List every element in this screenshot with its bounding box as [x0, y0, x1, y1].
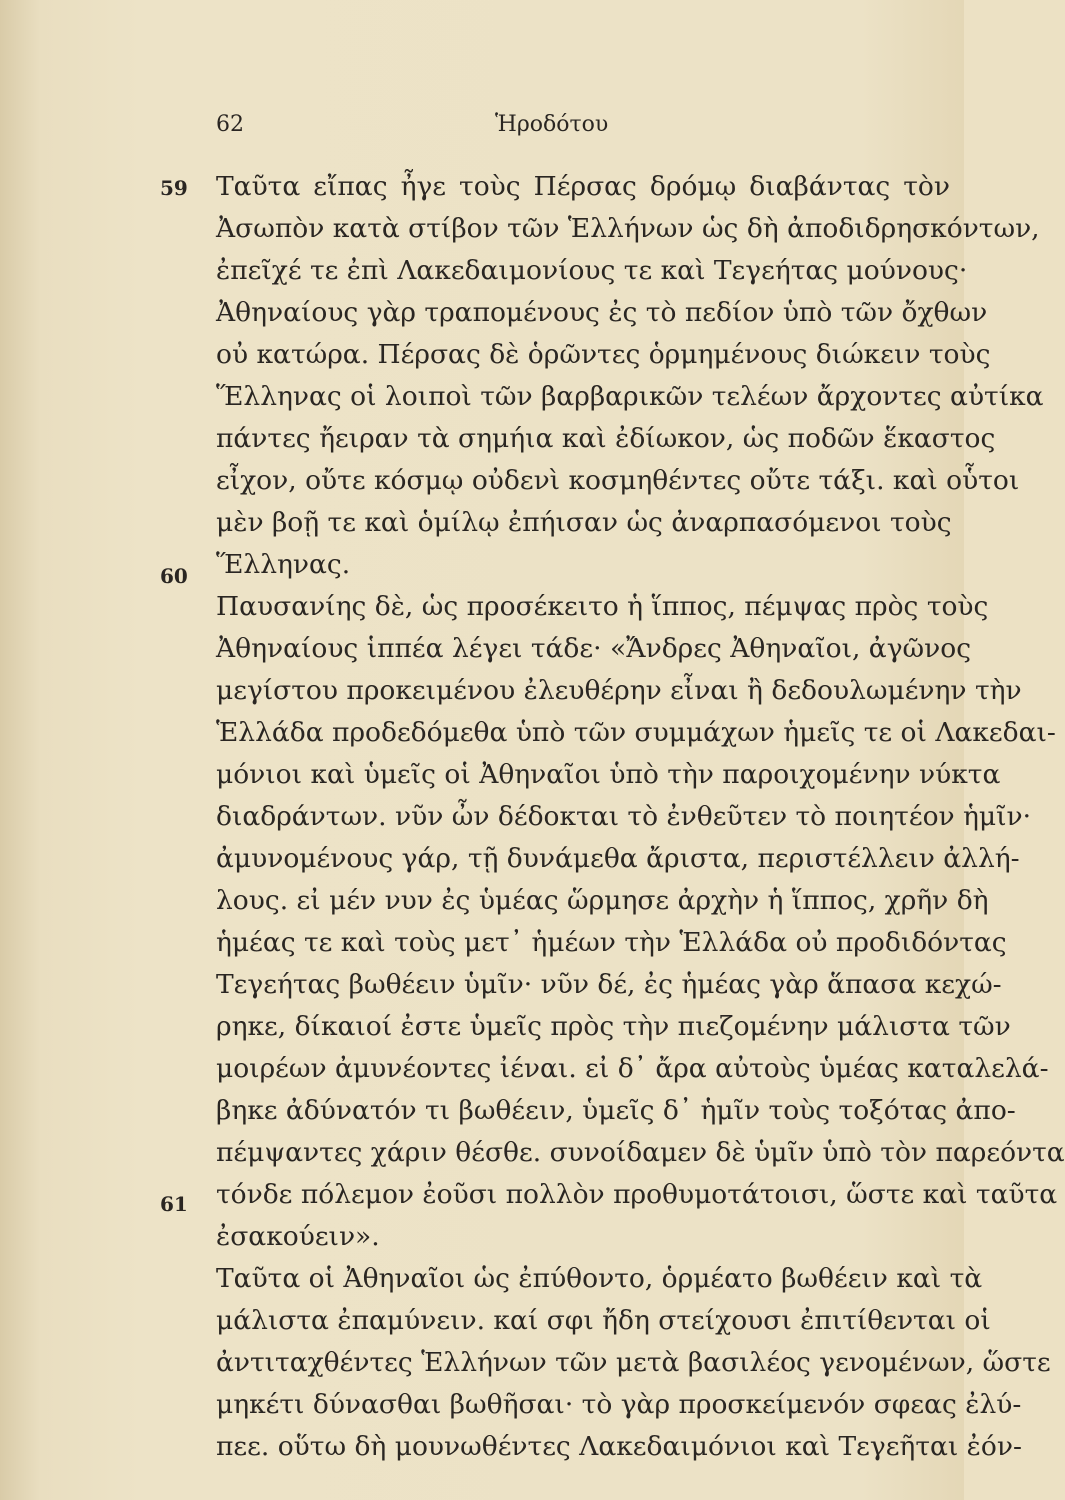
text-line: ἡμέας τε καὶ τοὺς μετ᾽ ἡμέων τὴν Ἑλλάδα οὐ προδιδόντας — [216, 927, 1007, 958]
text-line: Ἀθηναίους ἱππέα λέγει τάδε· «Ἄνδρες Ἀθηναῖοι, ἀγῶνος — [216, 633, 972, 664]
text-line: ἐσακούειν». — [216, 1221, 380, 1252]
section-number-59: 59 — [160, 176, 188, 200]
text-line: ρηκε, δίκαιοί ἐστε ὑμεῖς πρὸς τὴν πιεζομένην μάλιστα τῶν — [216, 1011, 1011, 1042]
running-title: Ἡροδότου — [495, 112, 609, 137]
text-line: πάντες ἤειραν τὰ σημήια καὶ ἐδίωκον, ὡς ποδῶν ἕκαστος — [216, 423, 996, 454]
text-line: διαδράντων. νῦν ὦν δέδοκται τὸ ἐνθεῦτεν τὸ ποιητέον ἡμῖν· — [216, 801, 1032, 832]
text-line: οὐ κατώρα. Πέρσας δὲ ὁρῶντες ὁρμημένους διώκειν τοὺς — [216, 339, 991, 370]
section-number-61: 61 — [160, 1192, 188, 1216]
text-line: τόνδε πόλεμον ἐοῦσι πολλὸν προθυμοτάτοισι, ὥστε καὶ ταῦτα — [216, 1179, 1058, 1210]
text-line: εἶχον, οὔτε κόσμῳ οὐδενὶ κοσμηθέντες οὔτε τάξι. καὶ οὗτοι — [216, 465, 1020, 496]
text-line: μεγίστου προκειμένου ἐλευθέρην εἶναι ἢ δεδουλωμένην τὴν — [216, 675, 1022, 706]
text-line: μηκέτι δύνασθαι βωθῆσαι· τὸ γὰρ προσκείμενόν σφεας ἐλύ- — [216, 1389, 1022, 1420]
text-line: Παυσανίης δὲ, ὡς προσέκειτο ἡ ἵππος, πέμψας πρὸς τοὺς — [216, 591, 989, 622]
text-line: Ἀθηναίους γὰρ τραπομένους ἐς τὸ πεδίον ὑπὸ τῶν ὄχθων — [216, 297, 988, 328]
text-line: Ἀσωπὸν κατὰ στίβον τῶν Ἑλλήνων ὡς δὴ ἀποδιδρησκόντων, — [216, 213, 1040, 244]
section-number-60: 60 — [160, 564, 188, 588]
text-line: Τεγεήτας βωθέειν ὑμῖν· νῦν δέ, ἐς ἡμέας γὰρ ἅπασα κεχώ- — [216, 969, 1002, 1000]
text-line: ἐπεῖχέ τε ἐπὶ Λακεδαιμονίους τε καὶ Τεγεήτας μούνους· — [216, 255, 968, 286]
text-line: λους. εἰ μέν νυν ἐς ὑμέας ὥρμησε ἀρχὴν ἡ ἵππος, χρῆν δὴ — [216, 885, 989, 916]
text-line: μόνιοι καὶ ὑμεῖς οἱ Ἀθηναῖοι ὑπὸ τὴν παροιχομένην νύκτα — [216, 759, 1001, 790]
text-line: βηκε ἀδύνατόν τι βωθέειν, ὑμεῖς δ᾽ ἡμῖν τοὺς τοξότας ἀπο- — [216, 1095, 1016, 1126]
text-line: ἀντιταχθέντες Ἑλλήνων τῶν μετὰ βασιλέος γενομένων, ὥστε — [216, 1347, 1051, 1378]
text-line: μάλιστα ἐπαμύνειν. καί σφι ἤδη στείχουσι ἐπιτίθενται οἱ — [216, 1305, 991, 1336]
page-header — [216, 112, 746, 148]
text-line: μὲν βοῇ τε καὶ ὁμίλῳ ἐπήισαν ὡς ἀναρπασόμενοι τοὺς — [216, 507, 952, 538]
text-line: Ἕλληνας. — [216, 549, 351, 580]
text-line: ἀμυνομένους γάρ, τῇ δυνάμεθα ἄριστα, περιστέλλειν ἀλλή- — [216, 843, 1020, 874]
text-line: Ἑλλάδα προδεδόμεθα ὑπὸ τῶν συμμάχων ἡμεῖς τε οἱ Λακεδαι- — [216, 717, 1056, 748]
text-line: Ἕλληνας οἱ λοιποὶ τῶν βαρβαρικῶν τελέων ἄρχοντες αὐτίκα — [216, 381, 1044, 412]
text-line: Ταῦτα οἱ Ἀθηναῖοι ὡς ἐπύθοντο, ὁρμέατο βωθέειν καὶ τὰ — [216, 1263, 983, 1294]
text-line: πεε. οὕτω δὴ μουνωθέντες Λακεδαιμόνιοι καὶ Τεγεῆται ἐόν- — [216, 1431, 1022, 1462]
text-line: Ταῦτα εἴπας ἦγε τοὺς Πέρσας δρόμῳ διαβάντας τὸν — [216, 171, 950, 202]
text-line: πέμψαντες χάριν θέσθε. συνοίδαμεν δὲ ὑμῖν ὑπὸ τὸν παρεόντα — [216, 1137, 1065, 1168]
page-number: 62 — [216, 112, 244, 137]
text-line: μοιρέων ἀμυνέοντες ἰέναι. εἰ δ᾽ ἄρα αὐτοὺς ὑμέας καταλελά- — [216, 1053, 1049, 1084]
